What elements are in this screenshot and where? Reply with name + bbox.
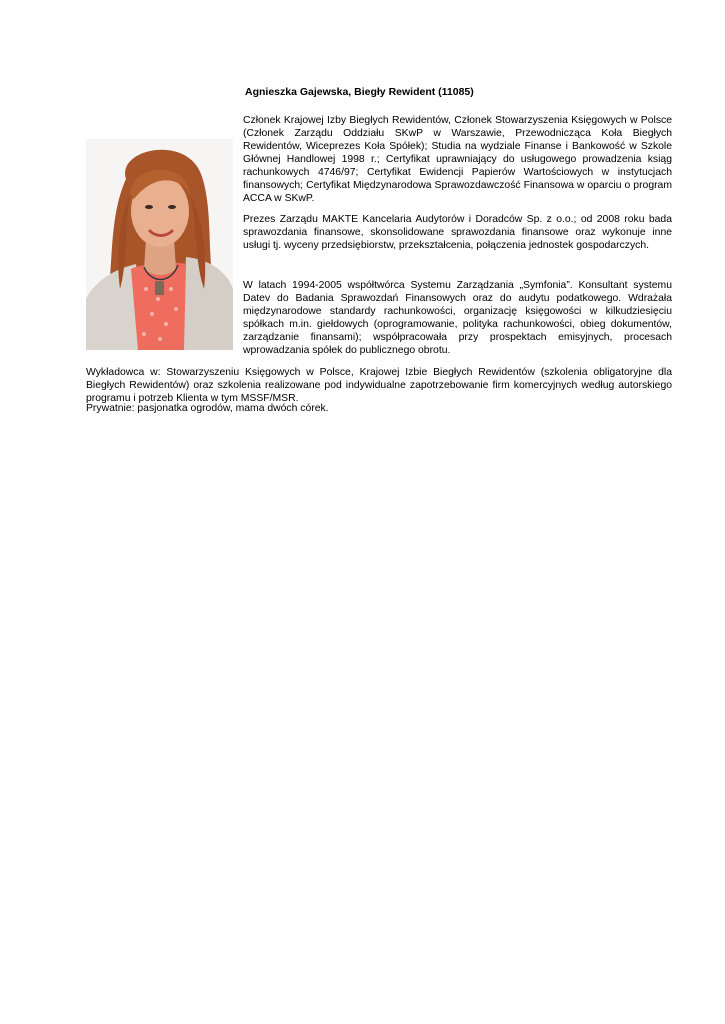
bio-paragraph-lecturer: Wykładowca w: Stowarzyszeniu Księgowych w Polsce, Krajowej Izbie Biegłych Rewidentów (szkolenia obligatoryjne dla Biegłych Rewidentów) oraz szkolenia realizowane pod indywidualne zapotrzebowanie firm komercyjnych według autorskiego programu i potrzeb Klienta w tym MSSF/MSR.	[86, 367, 672, 404]
bio-paragraph-private: Prywatnie: pasjonatka ogrodów, mama dwóch córek.	[86, 403, 329, 414]
bio-paragraph-experience: W latach 1994-2005 współtwórca Systemu Zarządzania „Symfonia”. Konsultant systemu Datev do Badania Sprawozdań Finansowych oraz do audytu podatkowego. Wdrażała międzynarodowe standardy rachunkowości, organizację księgowości w kilkudziesięciu spółkach m.in. giełdowych (oprogramowanie, polityka rachunkowości, obieg dokumentów, zarządzanie finansami); współpracowała przy prospektach emisyjnych, procesach wprowadzania spółek do publicznego obrotu.	[243, 280, 672, 356]
portrait-photo	[86, 139, 233, 350]
bio-paragraph-memberships: Członek Krajowej Izby Biegłych Rewidentów, Członek Stowarzyszenia Księgowych w Polsce (Członek Zarządu Oddziału SKwP w Warszawie, Przewodnicząca Koła Biegłych Rewidentów, Wiceprezes Koła Spółek); Studia na wydziale Finanse i Bankowość w Szkole Głównej Handlowej 1998 r.; Certyfikat uprawniający do usługowego prowadzenia ksiąg rachunkowych 4746/97; Certyfikat Ewidencji Papierów Wartościowych w instytucjach finansowych; Certyfikat Międzynarodowa Sprawozdawczość Finansowa w oparciu o program ACCA w SKwP.	[243, 115, 672, 204]
portrait-illustration	[86, 139, 233, 350]
bio-paragraph-makte: Prezes Zarządu MAKTE Kancelaria Audytorów i Doradców Sp. z o.o.; od 2008 roku bada sprawozdania finansowe, skonsolidowane sprawozdania finansowe oraz wykonuje inne usługi tj. wyceny przedsiębiorstw, przekształcenia, połączenia jednostek gospodarczych.	[243, 214, 672, 251]
page-title: Agnieszka Gajewska, Biegły Rewident (11085)	[245, 86, 474, 98]
